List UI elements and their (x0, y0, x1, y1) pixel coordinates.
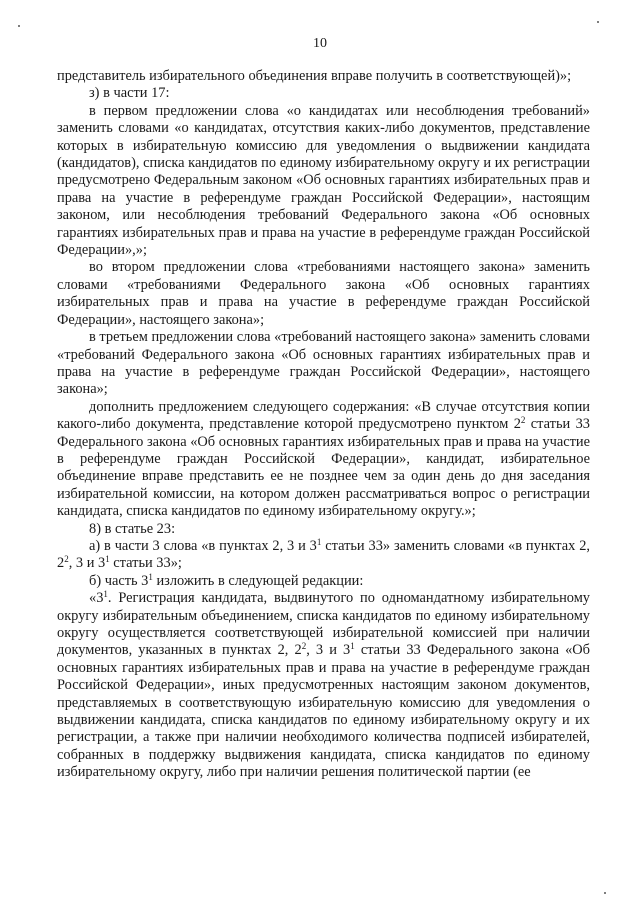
paragraph: представитель избирательного объединения вправе получить в соответствующей)»; (57, 68, 572, 84)
text-run: статьи 33 Федерального закона «Об основных гарантиях избирательных прав и права на участие в референдуме граждан Российской Федерации», иных предусмотренных настоящим законом документов, представляемых в соответствующую избирательную комиссию для уведомления о выдвижении кандидата, списка кандидатов по единому избирательному округу и их регистрации, а также при наличии необходимого количества подписей избирателей, собранных в поддержку выдвижения кандидата, списка кандидатов по единому избирательному округу, либо при наличии решения политической партии (ее (57, 642, 590, 781)
text-run: б) часть 3 (89, 572, 149, 589)
document-body (57, 68, 590, 782)
superscript: 2 (301, 641, 307, 652)
text-run: . Регистрация кандидата, выдвинутого по одномандатному избирательному округу избирательным объединением, списка кандидатов по единому избирательному округу осуществляется соответствующей избирательной комиссией при наличии документов, указанных в пунктах 2, 2 (57, 590, 590, 659)
superscript: 1 (148, 571, 153, 582)
superscript: 1 (103, 589, 108, 600)
superscript: 1 (316, 536, 322, 547)
superscript: 1 (350, 641, 355, 652)
scan-speck (18, 25, 20, 27)
superscript: 1 (105, 554, 110, 565)
paragraph (57, 538, 590, 573)
scan-speck (604, 892, 606, 894)
text-run: изложить в следующей редакции: (152, 572, 364, 589)
text-run: статьи 33» заменить словами «в пунктах 2, 2 (57, 537, 590, 572)
text-run: статьи 33 Федерального закона «Об основных гарантиях избирательных прав и права на участие в референдуме граждан Российской Федерации», кандидат, избирательное объединение вправе представить ее не позднее чем за один день до дня заседания избирательной комиссии, на котором должен рассматриваться вопрос о регистрации кандидата, списка кандидатов по единому избирательному округу.»; (57, 416, 590, 520)
superscript: 2 (520, 415, 526, 426)
text-run: статьи 33»; (109, 555, 182, 572)
paragraph: в первом предложении слова «о кандидатах или несоблюдения требований» заменить словами «о кандидатах, отсутствия каких-либо документов, представление которых в избирательную комиссию для уведомления о выдвижении кандидата (кандидатов), списка кандидатов по единому избирательному округу и их регистрации предусмотрено Федеральным законом «Об основных гарантиях избирательных прав и права на участие в референдуме граждан Российской Федерации», настоящим законом, или несоблюдения требований Федерального закона «Об основных гарантиях избирательных прав и права на участие в референдуме граждан Российской Федерации»,»; (57, 102, 590, 259)
paragraph (57, 573, 590, 590)
paragraph: в третьем предложении слова «требований настоящего закона» заменить словами «требований Федерального закона «Об основных гарантиях избирательных прав и права на участие в референдуме граждан Российской Федерации», настоящего закона»; (57, 329, 590, 398)
superscript: 2 (64, 554, 69, 565)
paragraph (57, 399, 590, 521)
text-run: , 3 и 3 (306, 642, 351, 659)
paragraph: во втором предложении слова «требованиями настоящего закона» заменить словами «требованиями Федерального закона «Об основных гарантиях избирательных прав и права на участие в референдуме граждан Российской Федерации», настоящего закона»; (57, 259, 590, 328)
paragraph: з) в части 17: (89, 85, 170, 102)
text-run: «3 (89, 590, 104, 607)
text-run: , 3 и 3 (68, 555, 106, 572)
paragraph (57, 590, 590, 781)
scan-speck (597, 21, 599, 23)
text-run: дополнить предложением следующего содержания: «В случае отсутствия копии какого-либо документа, представление которой предусмотрено пунктом 2 (57, 398, 590, 433)
text-run: а) в части 3 слова «в пунктах 2, 3 и 3 (89, 537, 317, 554)
paragraph: 8) в статье 23: (89, 520, 176, 537)
page-number: 10 (313, 36, 327, 51)
